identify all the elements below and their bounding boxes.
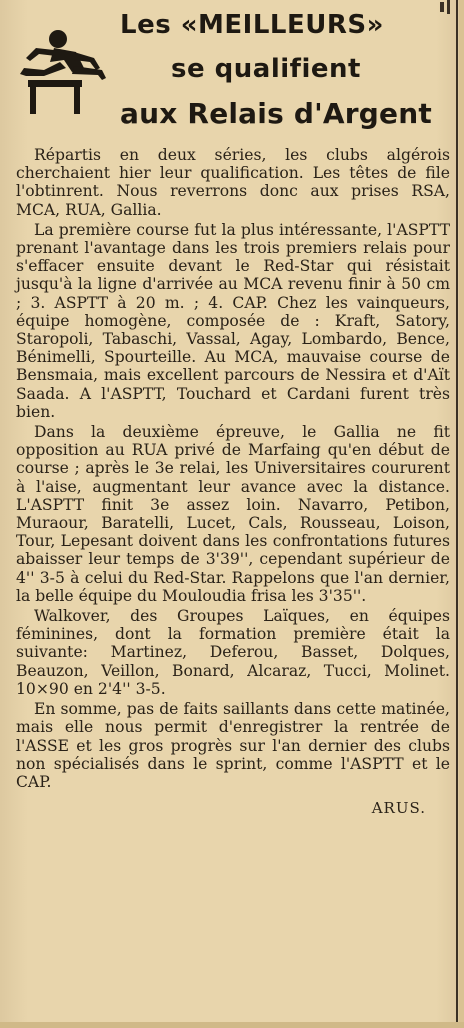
column-rule — [456, 0, 458, 1028]
page-bottom-edge — [0, 1022, 464, 1028]
page-edge — [459, 0, 464, 1028]
hurdler-icon — [14, 22, 110, 114]
paragraph-5: En somme, pas de faits saillants dans cette matinée, mais elle nous permit d'enregistrer la rentrée de l'ASSE et les gros progrès sur l'an dernier des clubs non spécialisés dans le sprint, comme l'ASPTT et le CAP. — [16, 700, 450, 791]
article-body — [16, 146, 450, 817]
paragraph-1: Répartis en deux séries, les clubs algérois cherchaient hier leur qualification. Les têtes de file l'obtinrent. Nous reverrons donc aux prises RSA, MCA, RUA, Gallia. — [16, 146, 450, 219]
headline-line-3: aux Relais d'Argent — [120, 97, 432, 130]
paragraph-2: La première course fut la plus intéressante, l'ASPTT prenant l'avantage dans les trois premiers relais pour s'effacer ensuite devant le Red-Star qui résistait jusqu'à la ligne d'arrivée au MCA revenu finir à 50 cm ; 3. ASPTT à 20 m. ; 4. CAP. Chez les vainqueurs, équipe homogène, composée de : Kraft, Satory, Staropoli, Tabaschi, Vassal, Agay, Lombardo, Bence, Bénimelli, Spourteille. Au MCA, mauvaise course de Bensmaia, mais excellent parcours de Nessira et d'Aït Saada. A l'ASPTT, Touchard et Cardani furent très bien. — [16, 220, 450, 421]
headline-line-1: Les «MEILLEURS» — [120, 10, 384, 40]
paragraph-4: Walkover, des Groupes Laïques, en équipes féminines, dont la formation première était la suivante: Martinez, Deferou, Basset, Dolques, Beauzon, Veillon, Bonard, Alcaraz, Tucci, Molinet. 10×90 en 2'4'' 3-5. — [16, 607, 450, 698]
headline-line-2: se qualifient — [171, 54, 361, 84]
article-header — [0, 0, 456, 140]
author-signature: ARUS. — [371, 799, 426, 818]
paragraph-3: Dans la deuxième épreuve, le Gallia ne fit opposition au RUA privé de Marfaing qu'en début de course ; après le 3e relai, les Universitaires coururent à l'aise, augmentant leur avance avec la distance. L'ASPTT finit 3e assez loin. Navarro, Petibon, Muraour, Baratelli, Lucet, Cals, Rousseau, Loison, Tour, Lepesant doivent dans les confrontations futures abaisser leur temps de 3'39'', cependant supérieur de 4'' 3-5 à celui du Red-Star. Rappelons que l'an dernier, la belle équipe du Mouloudia frisa les 3'35''. — [16, 423, 450, 605]
